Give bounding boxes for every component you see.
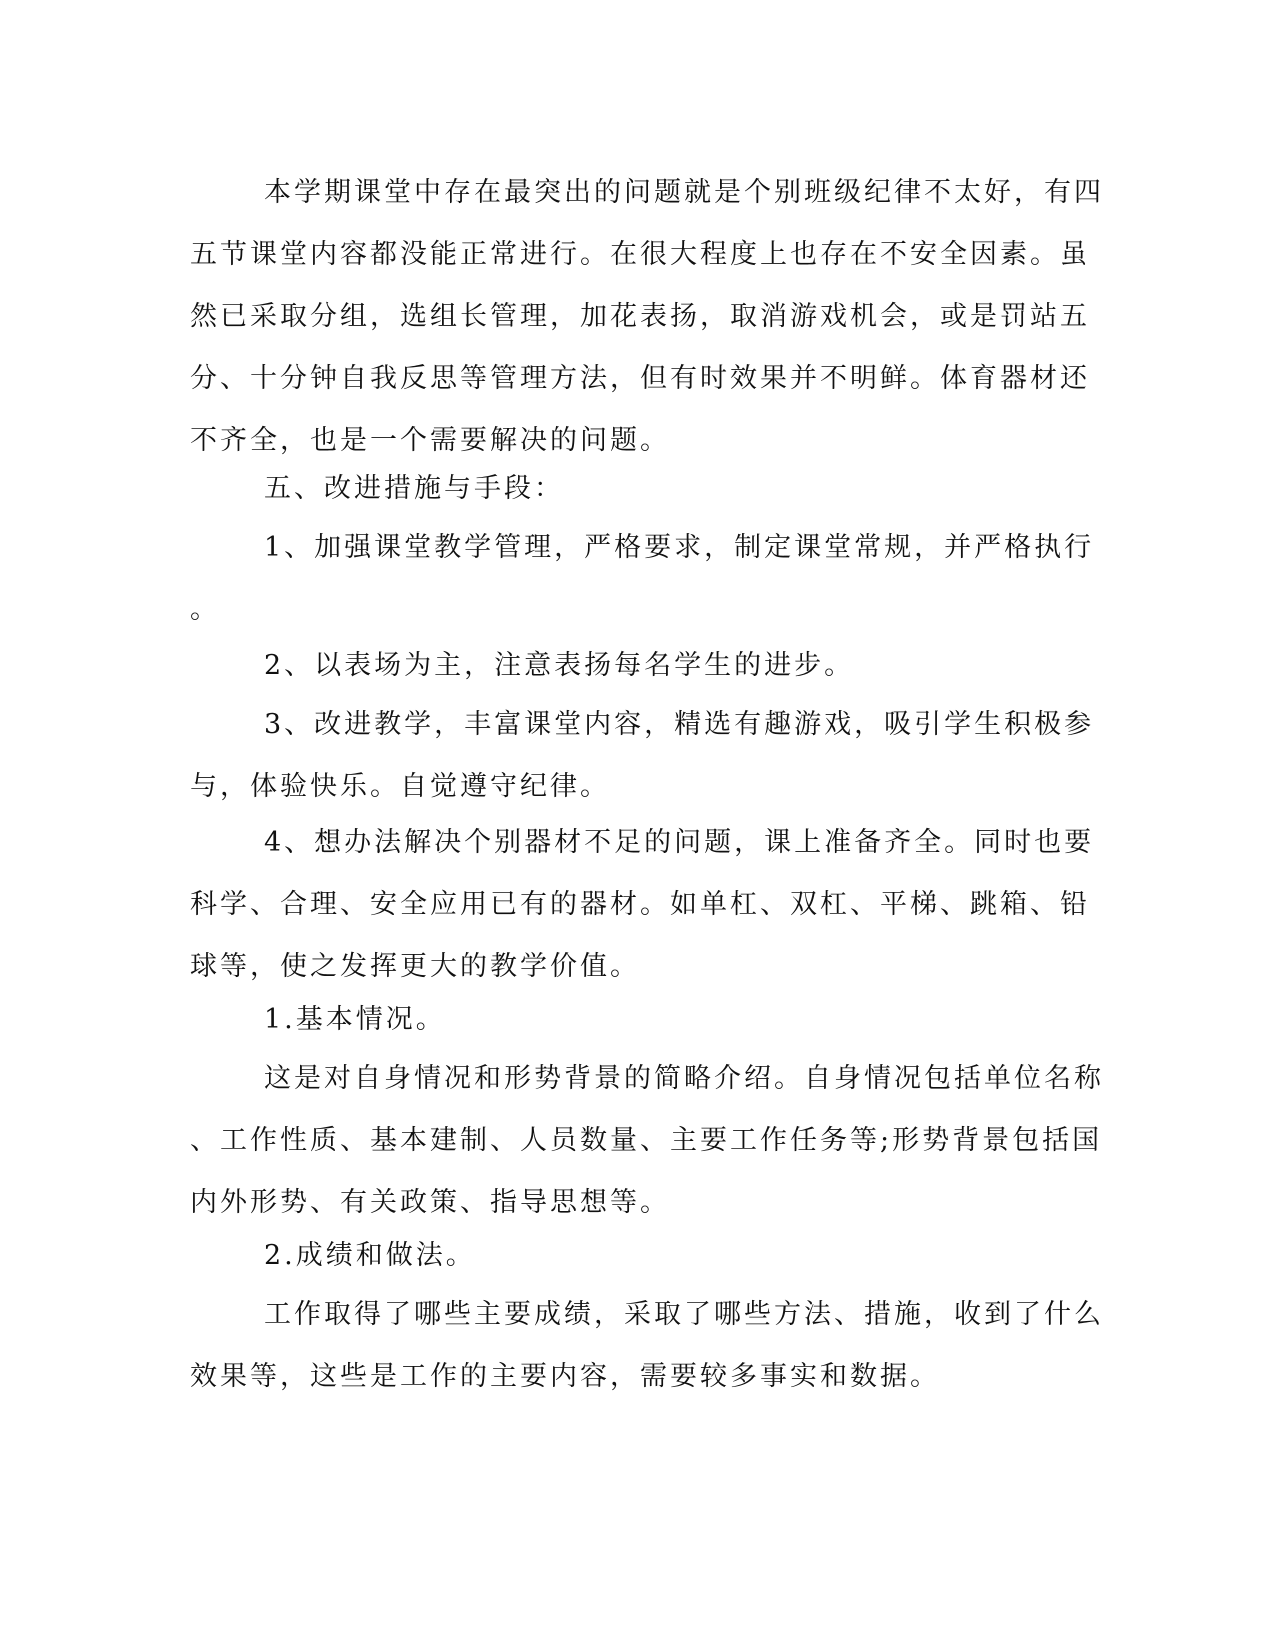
text-line: 这是对自身情况和形势背景的简略介绍。自身情况包括单位名称 bbox=[264, 1063, 1104, 1094]
text-line: 4、想办法解决个别器材不足的问题，课上准备齐全。同时也要 bbox=[264, 827, 1095, 858]
list-item-2 bbox=[190, 635, 1090, 697]
text-line: 2、以表场为主，注意表扬每名学生的进步。 bbox=[264, 650, 855, 681]
text-line: 与，体验快乐。自觉遵守纪律。 bbox=[190, 771, 610, 802]
text-line: 2.成绩和做法。 bbox=[264, 1240, 476, 1271]
text-line: 五节课堂内容都没能正常进行。在很大程度上也存在不安全因素。虽 bbox=[190, 239, 1090, 270]
heading-basic-situation bbox=[190, 989, 1090, 1051]
text-line: 1.基本情况。 bbox=[264, 1004, 446, 1035]
text-line: 球等，使之发挥更大的教学价值。 bbox=[190, 951, 640, 982]
text-line: 五、改进措施与手段： bbox=[264, 473, 564, 504]
text-line: 工作取得了哪些主要成绩，采取了哪些方法、措施，收到了什么 bbox=[264, 1299, 1104, 1330]
text-line: 。 bbox=[190, 594, 220, 625]
text-line: 、工作性质、基本建制、人员数量、主要工作任务等;形势背景包括国 bbox=[190, 1125, 1103, 1156]
heading-results-methods bbox=[190, 1225, 1090, 1287]
text-line: 然已采取分组，选组长管理，加花表扬，取消游戏机会，或是罚站五 bbox=[190, 301, 1090, 332]
section-heading-improvements bbox=[190, 458, 1090, 520]
list-item-1 bbox=[190, 517, 1095, 641]
text-line: 3、改进教学，丰富课堂内容，精选有趣游戏，吸引学生积极参 bbox=[264, 709, 1095, 740]
text-line: 科学、合理、安全应用已有的器材。如单杠、双杠、平梯、跳箱、铅 bbox=[190, 889, 1090, 920]
text-line: 1、加强课堂教学管理，严格要求，制定课堂常规，并严格执行 bbox=[264, 532, 1095, 563]
paragraph-results-methods bbox=[190, 1284, 1104, 1408]
text-line: 不齐全，也是一个需要解决的问题。 bbox=[190, 425, 670, 456]
text-line: 效果等，这些是工作的主要内容，需要较多事实和数据。 bbox=[190, 1361, 940, 1392]
text-line: 本学期课堂中存在最突出的问题就是个别班级纪律不太好，有四 bbox=[264, 177, 1104, 208]
text-line: 内外形势、有关政策、指导思想等。 bbox=[190, 1187, 670, 1218]
list-item-4 bbox=[190, 812, 1095, 998]
text-line: 分、十分钟自我反思等管理方法，但有时效果并不明鲜。体育器材还 bbox=[190, 363, 1090, 394]
list-item-3 bbox=[190, 694, 1095, 818]
paragraph-classroom-problems bbox=[190, 162, 1104, 472]
paragraph-basic-situation bbox=[190, 1048, 1104, 1234]
